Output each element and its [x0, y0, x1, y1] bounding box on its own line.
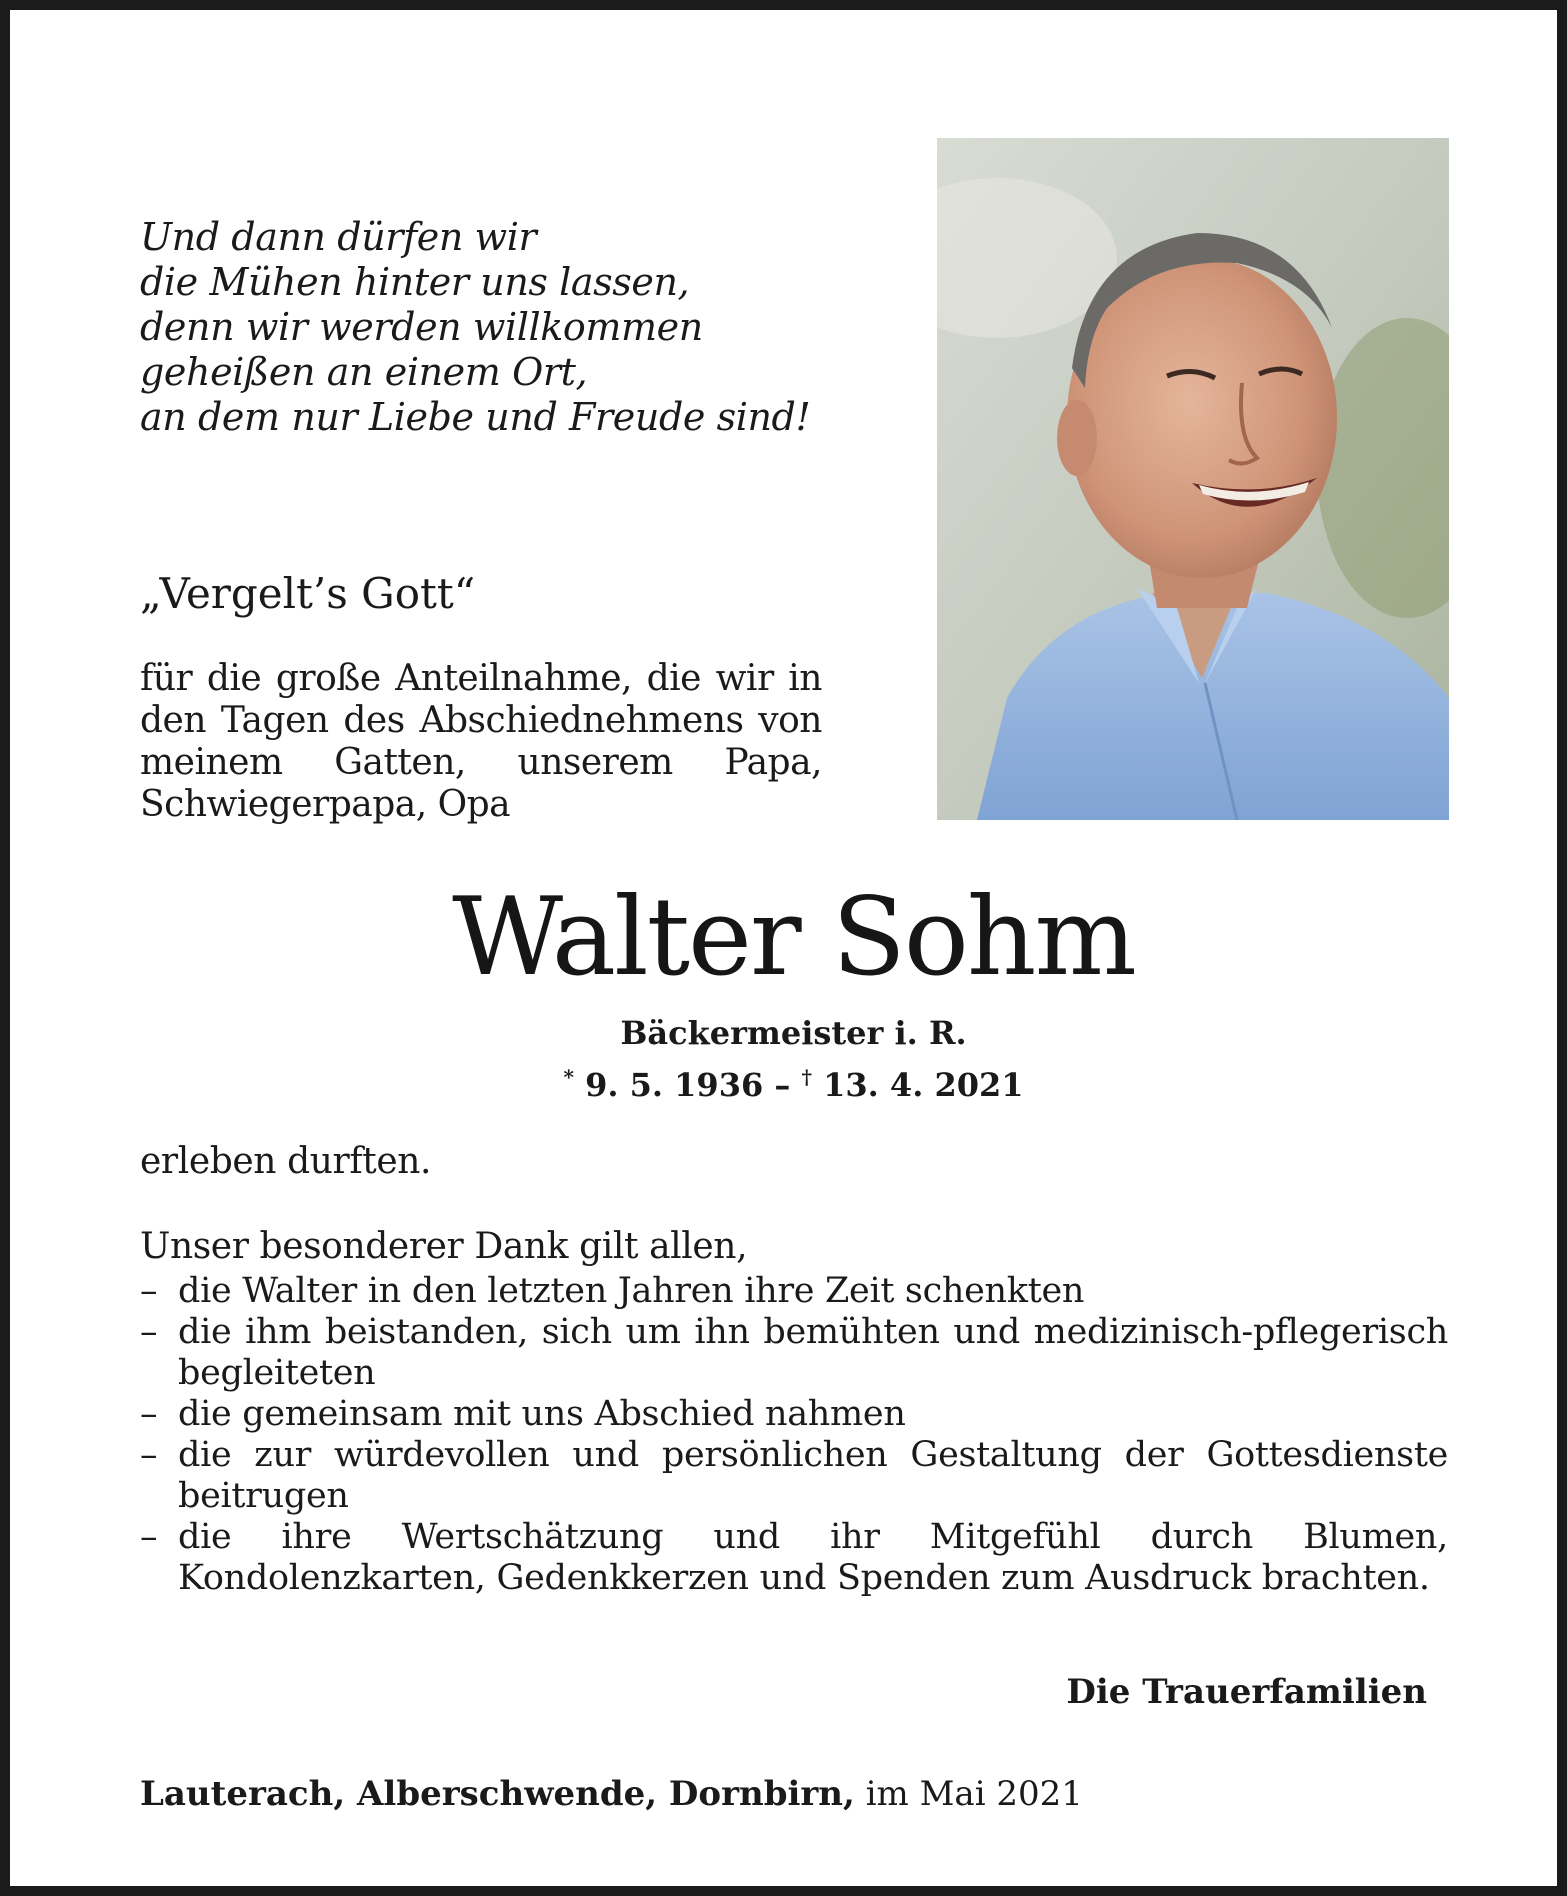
poem: [140, 215, 811, 440]
dank-list: [140, 1271, 1448, 1599]
portrait-photo: [937, 138, 1449, 820]
birth-mark: *: [563, 1065, 574, 1089]
poem-line: an dem nur Liebe und Freude sind!: [140, 395, 811, 439]
footer-date: im Mai 2021: [865, 1774, 1083, 1814]
list-item-text: die ihm beistanden, sich um ihn bemühten und medizinisch-pflegerisch begleiteten: [178, 1312, 1448, 1393]
list-item-text: die Walter in den letzten Jahren ihre Zeit schenkten: [178, 1271, 1085, 1311]
footer-places: Lauterach, Alberschwende, Dornbirn,: [140, 1774, 855, 1814]
list-item-text: die zur würdevollen und persönlichen Gestaltung der Gottesdienste beitrugen: [178, 1435, 1448, 1516]
outro-text: erleben durften.: [140, 1141, 432, 1182]
list-item: [140, 1271, 1448, 1312]
deceased-profession: Bäckermeister i. R.: [620, 1014, 967, 1052]
signature: Die Trauerfamilien: [1066, 1672, 1427, 1712]
list-item: [140, 1435, 1448, 1517]
death-date: 13. 4. 2021: [823, 1066, 1024, 1104]
poem-line: denn wir werden willkommen: [140, 305, 703, 349]
list-item-text: die ihre Wertschätzung und ihr Mitgefühl durch Blumen, Kondolenzkarten, Gedenkkerzen und Spenden zum Ausdruck brachten.: [178, 1517, 1448, 1598]
list-item: [140, 1394, 1448, 1435]
list-item: [140, 1312, 1448, 1394]
deceased-name: Walter Sohm: [452, 875, 1135, 1000]
dash-marker: –: [140, 1517, 158, 1557]
list-item: [140, 1517, 1448, 1599]
poem-line: die Mühen hinter uns lassen,: [140, 260, 690, 304]
birth-date: 9. 5. 1936: [585, 1066, 764, 1104]
list-item-text: die gemeinsam mit uns Abschied nahmen: [178, 1394, 906, 1434]
thanks-title: „Vergelt’s Gott“: [140, 569, 476, 618]
thanks-intro: für die große Anteilnahme, die wir in den Tagen des Abschiednehmens von meinem Gatten, unserem Papa, Schwiegerpapa, Opa: [140, 658, 822, 825]
death-mark: †: [801, 1065, 812, 1089]
poem-line: geheißen an einem Ort,: [140, 350, 588, 394]
portrait-illustration: [937, 138, 1449, 820]
poem-line: Und dann dürfen wir: [140, 215, 537, 259]
life-dates: [10, 1057, 1567, 1105]
dash-marker: –: [140, 1435, 158, 1475]
footer: [140, 1772, 1083, 1816]
dash-marker: –: [140, 1394, 158, 1434]
dash-marker: –: [140, 1271, 158, 1311]
date-separator: –: [774, 1066, 791, 1104]
dash-marker: –: [140, 1312, 158, 1352]
dank-intro: Unser besonderer Dank gilt allen,: [140, 1226, 748, 1267]
